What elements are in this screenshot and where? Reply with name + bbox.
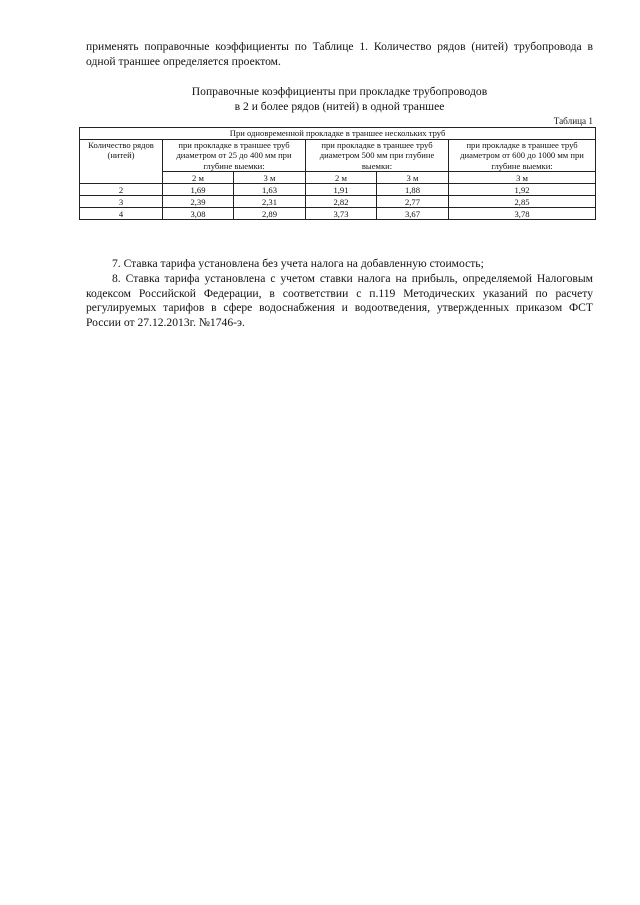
value-cell: 2,39 bbox=[163, 196, 234, 208]
intro-paragraph: применять поправочные коэффициенты по Таблице 1. Количество рядов (нитей) трубопровода в одной траншее определяется проектом. bbox=[86, 40, 593, 68]
value-cell: 3,73 bbox=[306, 208, 377, 220]
value-cell: 2,85 bbox=[449, 196, 596, 208]
value-cell: 2,77 bbox=[377, 196, 449, 208]
depth-header-cell: 3 м bbox=[449, 172, 596, 184]
depth-header-cell: 2 м bbox=[163, 172, 234, 184]
table-column-header-row bbox=[80, 139, 596, 172]
paragraph-8: 8. Ставка тарифа установлена с учетом ставки налога на прибыль, определяемой Налоговым кодексом Российской Федерации, в соответствии с п.119 Методических указаний по расчету регулируемых тарифов в сфере водоснабжения и водоотведения, утвержденных приказом ФСТ России от 27.12.2013г. №1746-э. bbox=[86, 272, 593, 329]
row-count-cell: 4 bbox=[80, 208, 163, 220]
value-cell: 2,31 bbox=[234, 196, 306, 208]
coefficients-table bbox=[79, 127, 596, 220]
table-row bbox=[80, 196, 596, 208]
rows-header-cell: Количество рядов (нитей) bbox=[80, 139, 163, 184]
value-cell: 3,78 bbox=[449, 208, 596, 220]
table-row bbox=[80, 208, 596, 220]
table-title-line-2: в 2 и более рядов (нитей) в одной траншее bbox=[234, 99, 445, 113]
col-group-3-header: при прокладке в траншее труб диаметром от 600 до 1000 мм при глубине выемки: bbox=[449, 139, 596, 172]
value-cell: 2,82 bbox=[306, 196, 377, 208]
table-title bbox=[86, 85, 593, 114]
value-cell: 3,67 bbox=[377, 208, 449, 220]
value-cell: 1,91 bbox=[306, 184, 377, 196]
row-count-cell: 3 bbox=[80, 196, 163, 208]
paragraph-7: 7. Ставка тарифа установлена без учета налога на добавленную стоимость; bbox=[112, 257, 484, 270]
depth-header-cell: 3 м bbox=[234, 172, 306, 184]
value-cell: 1,63 bbox=[234, 184, 306, 196]
table-group-header-row bbox=[80, 128, 596, 140]
table-title-line-1: Поправочные коэффициенты при прокладке трубопроводов bbox=[191, 85, 488, 98]
depth-header-cell: 3 м bbox=[377, 172, 449, 184]
col-group-1-header: при прокладке в траншее труб диаметром от 25 до 400 мм при глубине выемки: bbox=[163, 139, 306, 172]
value-cell: 1,69 bbox=[163, 184, 234, 196]
depth-header-cell: 2 м bbox=[306, 172, 377, 184]
col-group-2-header: при прокладке в траншее труб диаметром 500 мм при глубине выемки: bbox=[306, 139, 449, 172]
row-count-cell: 2 bbox=[80, 184, 163, 196]
value-cell: 1,88 bbox=[377, 184, 449, 196]
value-cell: 3,08 bbox=[163, 208, 234, 220]
table-label: Таблица 1 bbox=[553, 116, 593, 126]
value-cell: 1,92 bbox=[449, 184, 596, 196]
group-header-cell: При одновременной прокладке в траншее нескольких труб bbox=[80, 128, 596, 140]
table-row bbox=[80, 184, 596, 196]
value-cell: 2,89 bbox=[234, 208, 306, 220]
